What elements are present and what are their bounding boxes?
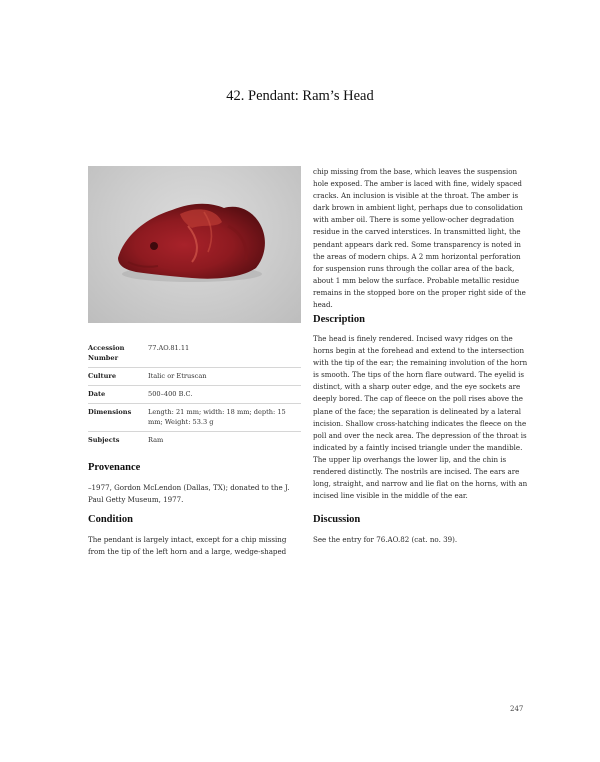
metadata-label: Subjects <box>88 436 120 444</box>
provenance-text: –1977, Gordon McLendon (Dallas, TX); donated to the J. Paul Getty Museum, 1977. <box>88 483 290 505</box>
metadata-value: Italic or Etruscan <box>148 372 207 380</box>
description-heading: Description <box>313 314 365 325</box>
metadata-label: Dimensions <box>88 408 132 416</box>
discussion-text: See the entry for 76.AO.82 (cat. no. 39). <box>313 535 458 544</box>
metadata-row <box>88 386 301 404</box>
metadata-value: 77.AO.81.11 <box>148 344 190 352</box>
metadata-label: Date <box>88 390 106 398</box>
page-title: 42. Pendant: Ram’s Head <box>226 88 374 104</box>
metadata-row <box>88 340 301 368</box>
discussion-heading: Discussion <box>313 514 361 525</box>
amber-ram-head-image <box>88 166 301 323</box>
metadata-row <box>88 368 301 386</box>
metadata-label: Culture <box>88 372 117 380</box>
metadata-label: Accession Number <box>88 344 125 362</box>
page-number: 247 <box>510 705 524 713</box>
condition-heading: Condition <box>88 514 133 525</box>
object-metadata-table <box>88 340 301 449</box>
condition-text-continued: chip missing from the base, which leaves the suspension hole exposed. The amber is laced with fine, widely spaced cracks. An inclusion is visible at the throat. The amber is dark brown in ambient light, perhaps due to consolidation with amber oil. There is some yellow-ocher degradation residue in the carved interstices. In transmitted light, the pendant appears dark red. Some transparency is noted in the areas of modern chips. A 2 mm horizontal perforation for suspension runs through the collar area of the back, about 1 mm below the surface. Probable metallic residue remains in the stopped bore on the proper right side of the head. <box>313 167 526 310</box>
condition-text-start: The pendant is largely intact, except for a chip missing from the tip of the left horn and a large, wedge-shaped <box>88 535 287 557</box>
metadata-value: Length: 21 mm; width: 18 mm; depth: 15 mm; Weight: 53.3 g <box>148 408 286 426</box>
metadata-row <box>88 404 301 432</box>
description-text: The head is finely rendered. Incised wavy ridges on the horns begin at the forehead and extend to the intersection with the tip of the ear; the remaining involution of the horn is smooth. The tips of the horn flare outward. The eyelid is distinct, with a sharp outer edge, and the eye sockets are deeply bored. The cap of fleece on the poll rises above the plane of the face; the separation is delineated by a lateral incision. Shallow cross-hatching indicates the fleece on the poll and over the neck area. The depression of the throat is indicated by a faintly incised triangle under the mandible. The upper lip overhangs the lower lip, and the chin is rendered distinctly. The nostrils are incised. The ears are long, straight, and narrow and lie flat on the horns, with an incised line visible in the middle of the ear. <box>313 334 528 501</box>
metadata-value: 500–400 B.C. <box>148 390 193 398</box>
provenance-heading: Provenance <box>88 462 141 473</box>
metadata-row <box>88 432 301 449</box>
metadata-value: Ram <box>148 436 164 444</box>
pendant-photo <box>88 166 301 323</box>
